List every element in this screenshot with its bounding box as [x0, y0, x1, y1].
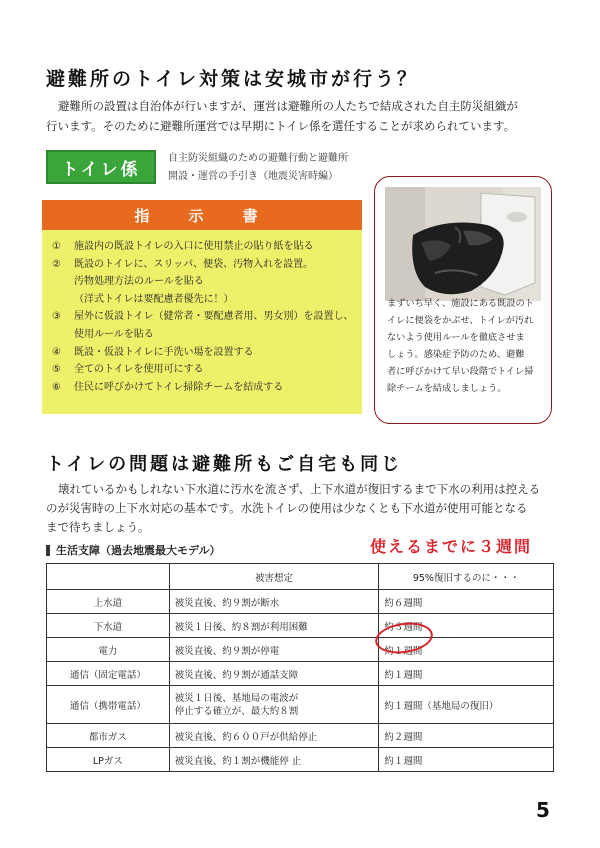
table-row	[47, 614, 554, 638]
instruction-item	[52, 256, 354, 274]
photo-caption-line: しょう。感染症予防のため、避難	[387, 349, 525, 360]
manual-reference-line: 開設・運営の手引き（地震災害時編）	[168, 171, 338, 182]
section2-body	[46, 480, 568, 537]
instruction-item	[52, 361, 354, 379]
instruction-number: ①	[52, 241, 61, 252]
manual-reference	[168, 150, 348, 186]
photo-caption-line: ないよう使用ルールを徹底させま	[387, 332, 525, 343]
table-row	[47, 638, 554, 662]
photo-caption-line: 者に呼びかけて早い段階でトイレ掃	[387, 366, 534, 377]
table-row	[47, 662, 554, 686]
instruction-continuation	[52, 326, 354, 344]
table-row	[47, 590, 554, 614]
recovery-cell: 約２週間	[379, 724, 554, 748]
toilet-with-bag-illustration	[385, 187, 541, 301]
utility-cell: 都市ガス	[47, 724, 170, 748]
table-caption	[46, 542, 220, 558]
instruction-text: 既設・仮設トイレに手洗い場を設置する	[74, 346, 254, 358]
instruction-number: ④	[52, 346, 61, 358]
table-row	[47, 748, 554, 772]
instruction-continuation	[52, 291, 354, 309]
instruction-number: ②	[52, 258, 61, 270]
instruction-text: 汚物処理方法のルールを貼る	[74, 276, 204, 288]
instruction-text: 住民に呼びかけてトイレ掃除チームを結成する	[74, 381, 284, 393]
instruction-number: ⑥	[52, 381, 61, 393]
instruction-text: 屋外に仮設トイレ（健常者・要配慮者用、男女別）を設置し、	[74, 311, 354, 323]
instruction-text: 施設内の既設トイレの入口に使用禁止の貼り紙を貼る	[74, 241, 314, 252]
instructions-header: 指 示 書	[42, 200, 362, 230]
recovery-cell: 約１週間	[379, 748, 554, 772]
damage-line: 停止する確立が、最大約８割	[174, 705, 299, 717]
manual-reference-line: 自主防災組織のための避難行動と避難所	[168, 153, 348, 164]
utility-cell: 電力	[47, 638, 170, 662]
section2-line: のが災害時の上下水対応の基本です。水洗トイレの使用は少なくとも下水道が使用可能となる	[46, 501, 528, 515]
table-caption-text: 生活支障（過去地震最大モデル）	[56, 544, 221, 557]
caption-bar-icon	[46, 545, 50, 556]
table-row	[47, 724, 554, 748]
instruction-text: 全てのトイレを使用可にする	[74, 364, 204, 376]
toilet-role-badge: トイレ係	[46, 150, 156, 184]
instruction-number: ⑤	[52, 364, 61, 376]
table-header-cell: 95%復旧するのに・・・	[379, 564, 554, 590]
damage-cell: 被災直後、約９割が断水	[169, 590, 379, 614]
utility-cell: 下水道	[47, 614, 170, 638]
page-number: 5	[536, 798, 550, 822]
utility-cell: 通信（携帯電話）	[47, 686, 170, 724]
damage-line: 被災１日後、基地局の電波が	[174, 692, 299, 704]
section2-line: 壊れているかもしれない下水道に汚水を流さず、上下水道が復旧するまで下水の利用は控える	[58, 482, 541, 496]
damage-cell: 被災直後、約１割が機能停 止	[169, 748, 379, 772]
life-impact-table	[46, 563, 554, 772]
recovery-cell: 約１週間（基地局の復旧）	[379, 686, 554, 724]
recovery-cell: 約１週間	[379, 638, 554, 662]
table-row	[47, 686, 554, 724]
instruction-item	[52, 379, 354, 397]
recovery-cell: 約１週間	[379, 662, 554, 686]
toilet-bag-photo	[385, 187, 541, 301]
table-header-row	[47, 564, 554, 590]
instruction-item	[52, 308, 354, 326]
recovery-cell: 約６週間	[379, 590, 554, 614]
toilet-photo-card	[374, 176, 552, 424]
photo-caption-line: 除チームを結成しましょう。	[387, 383, 507, 394]
instruction-item	[52, 344, 354, 362]
damage-cell: 被災１日後、約８割が利用困難	[169, 614, 379, 638]
instruction-continuation	[52, 273, 354, 291]
instruction-item	[52, 238, 354, 256]
instructions-list	[52, 238, 354, 396]
section1-line: 行います。そのために避難所運営では早期にトイレ係を選任することが求められています。	[46, 119, 516, 133]
damage-cell: 被災直後、約９割が停電	[169, 638, 379, 662]
instruction-text: 既設のトイレに、スリッパ、便袋、汚物入れを設置。	[74, 258, 314, 270]
photo-caption	[387, 295, 543, 397]
utility-cell: LPガス	[47, 748, 170, 772]
instruction-text: 使用ルールを貼る	[74, 328, 154, 340]
table-header-cell	[47, 564, 170, 590]
table-header-cell: 被害想定	[169, 564, 379, 590]
three-weeks-highlight: 使えるまでに３週間	[370, 537, 533, 556]
damage-cell: 被災直後、約６００戸が供給停止	[169, 724, 379, 748]
section1-body	[46, 96, 566, 136]
damage-cell	[169, 686, 379, 724]
recovery-cell: 約３週間	[379, 614, 554, 638]
instruction-number: ③	[52, 311, 61, 323]
section2-title: トイレの問題は避難所もご自宅も同じ	[46, 454, 403, 475]
instruction-text: （洋式トイレは要配慮者優先に！）	[74, 293, 234, 305]
utility-cell: 通信（固定電話）	[47, 662, 170, 686]
section1-title: 避難所のトイレ対策は安城市が行う？	[46, 68, 420, 90]
section2-line: まで待ちましょう。	[46, 520, 150, 534]
section1-line: 避難所の設置は自治体が行いますが、運営は避難所の人たちで結成された自主防災組織が	[58, 99, 518, 113]
instructions-box	[42, 230, 362, 414]
utility-cell: 上水道	[47, 590, 170, 614]
damage-cell: 被災直後、約９割が通話支障	[169, 662, 379, 686]
photo-caption-line: イレに便袋をかぶせ、トイレが汚れ	[387, 315, 534, 326]
photo-caption-line: まずいち早く、施設にある既設のト	[387, 298, 534, 309]
